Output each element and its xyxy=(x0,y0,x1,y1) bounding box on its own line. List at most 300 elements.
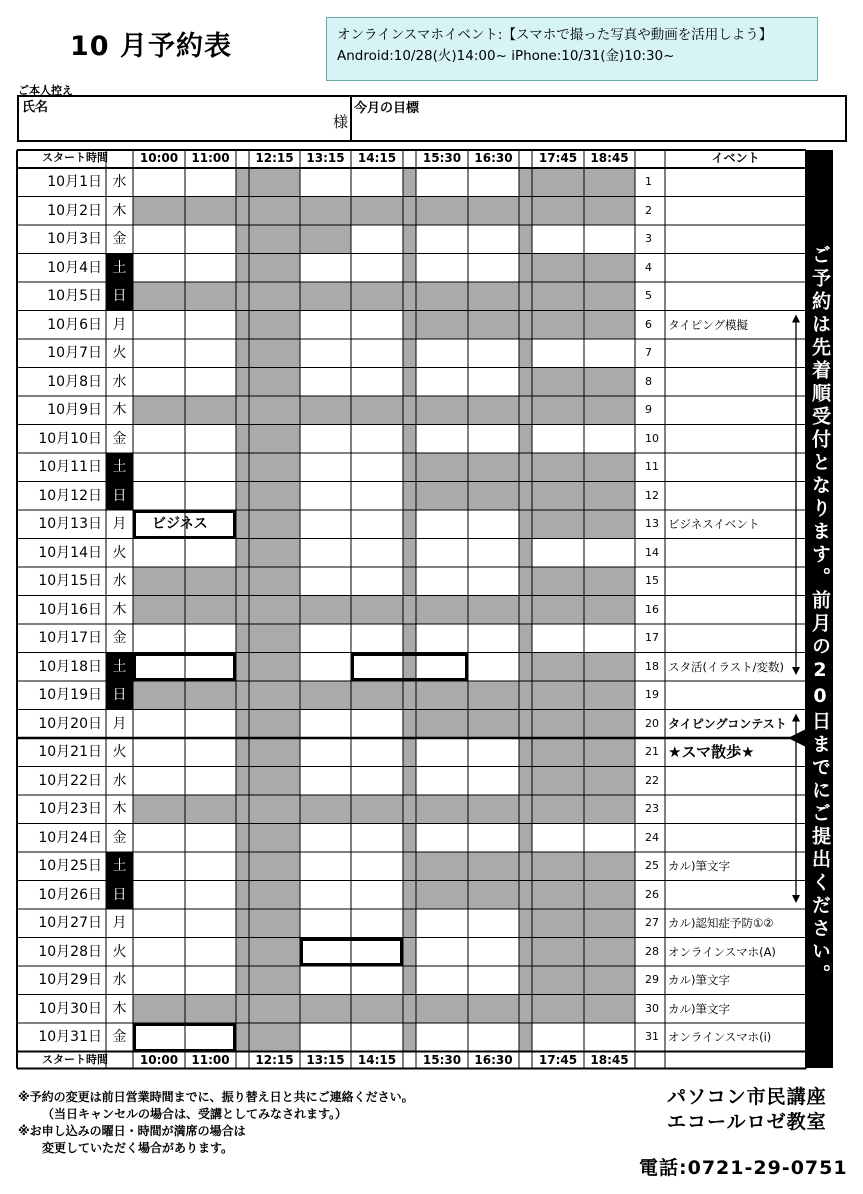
row-date: 10月31日 xyxy=(38,1029,102,1045)
booked-slot xyxy=(403,396,416,425)
booked-slot xyxy=(300,596,351,625)
booked-slot xyxy=(236,197,249,226)
booked-slot xyxy=(185,396,236,425)
row-event: オンラインスマホ(i) xyxy=(668,1030,772,1044)
org-name-line-1: パソコン市民講座 xyxy=(667,1086,827,1108)
booked-slot xyxy=(416,852,468,881)
row-event xyxy=(665,368,806,397)
row-weekday: 水 xyxy=(112,972,127,988)
booked-slot xyxy=(236,966,249,995)
booked-slot xyxy=(403,311,416,340)
booked-slot xyxy=(519,938,532,967)
row-event xyxy=(665,881,806,910)
booked-slot xyxy=(236,881,249,910)
footer-start-time: スタート時間 xyxy=(42,1052,108,1066)
row-weekday: 水 xyxy=(112,174,127,190)
booked-slot xyxy=(249,510,300,539)
row-event xyxy=(665,339,806,368)
booked-slot xyxy=(532,767,584,796)
row-number: 1 xyxy=(645,175,652,188)
row-weekday: 日 xyxy=(106,881,133,910)
booked-slot xyxy=(300,197,351,226)
booked-slot xyxy=(403,197,416,226)
row-event: タイピングコンテスト xyxy=(668,716,787,731)
booked-slot xyxy=(584,681,635,710)
row-weekday: 水 xyxy=(112,772,127,789)
booked-slot xyxy=(249,339,300,368)
booked-slot xyxy=(403,282,416,311)
booked-slot xyxy=(236,795,249,824)
booked-slot xyxy=(249,396,300,425)
booked-slot xyxy=(403,909,416,938)
booked-slot xyxy=(236,453,249,482)
header-time: 10:00 xyxy=(139,151,179,165)
row-number: 6 xyxy=(645,317,652,331)
row-weekday: 水 xyxy=(112,573,127,589)
booked-slot xyxy=(236,1023,249,1052)
booked-slot xyxy=(532,453,584,482)
booked-slot xyxy=(416,311,468,340)
row-weekday: 火 xyxy=(112,544,127,561)
footer-time: 14:15 xyxy=(357,1052,397,1067)
booked-slot xyxy=(584,653,635,682)
booked-slot xyxy=(249,966,300,995)
booked-slot xyxy=(532,168,584,197)
row-event xyxy=(665,824,806,853)
row-date: 10月11日 xyxy=(38,459,102,475)
booked-slot xyxy=(519,824,532,853)
row-date: 10月1日 xyxy=(47,174,102,190)
header-time: 17:45 xyxy=(538,151,578,165)
booked-slot xyxy=(236,824,249,853)
booked-slot xyxy=(236,596,249,625)
booked-slot xyxy=(403,681,416,710)
booked-slot xyxy=(584,368,635,397)
row-date: 10月9日 xyxy=(47,402,102,418)
booked-slot xyxy=(249,653,300,682)
booked-slot xyxy=(351,681,403,710)
booked-slot xyxy=(249,596,300,625)
booked-slot xyxy=(403,368,416,397)
booked-slot xyxy=(468,795,519,824)
booked-slot xyxy=(236,767,249,796)
note-line-1: ※予約の変更は前日営業時間までに、振り替え日と共にご連絡ください。 xyxy=(18,1090,414,1104)
booked-slot xyxy=(185,681,236,710)
row-number: 31 xyxy=(645,1030,659,1043)
booked-slot xyxy=(519,197,532,226)
booked-slot xyxy=(236,738,249,767)
booked-slot xyxy=(468,710,519,739)
booked-slot xyxy=(416,197,468,226)
booked-slot xyxy=(532,881,584,910)
row-number: 18 xyxy=(645,659,659,673)
booked-slot xyxy=(532,311,584,340)
page-title: 10 月予約表 xyxy=(70,31,232,62)
booked-slot xyxy=(351,995,403,1024)
booked-slot xyxy=(468,881,519,910)
row-event xyxy=(665,453,806,482)
booked-slot xyxy=(133,567,185,596)
booked-slot xyxy=(416,795,468,824)
booked-slot xyxy=(249,909,300,938)
row-number: 17 xyxy=(645,631,659,644)
footer-time: 10:00 xyxy=(139,1052,179,1067)
phone-number: 電話:0721-29-0751 xyxy=(639,1157,848,1179)
booked-slot xyxy=(236,282,249,311)
booked-slot xyxy=(249,681,300,710)
sama-label: 様 xyxy=(333,113,349,131)
side-notice-text: ご予約は先着順受付となります。前月の20日までにご提出ください。 xyxy=(809,245,831,987)
booked-slot xyxy=(249,824,300,853)
booked-slot xyxy=(584,254,635,283)
booked-slot xyxy=(532,596,584,625)
row-event xyxy=(665,482,806,511)
booked-slot xyxy=(584,738,635,767)
row-weekday: 土 xyxy=(106,254,133,283)
booked-slot xyxy=(532,852,584,881)
booked-slot xyxy=(403,225,416,254)
row-event: スタ活(イラスト/変数) xyxy=(668,659,785,674)
booked-slot xyxy=(584,995,635,1024)
booked-slot xyxy=(403,938,416,967)
booked-slot xyxy=(532,197,584,226)
booked-slot xyxy=(236,681,249,710)
booked-slot xyxy=(351,282,403,311)
booked-slot xyxy=(249,368,300,397)
row-event xyxy=(665,197,806,226)
row-date: 10月10日 xyxy=(38,430,102,447)
row-event xyxy=(665,254,806,283)
row-date: 10月12日 xyxy=(38,487,102,504)
booked-slot xyxy=(468,197,519,226)
booked-slot xyxy=(403,624,416,653)
booked-slot xyxy=(416,681,468,710)
booked-slot xyxy=(236,225,249,254)
booked-slot xyxy=(403,824,416,853)
row-number: 16 xyxy=(645,602,659,616)
booked-slot xyxy=(519,311,532,340)
booked-slot xyxy=(236,710,249,739)
booked-slot xyxy=(416,453,468,482)
footer-time: 12:15 xyxy=(255,1052,294,1067)
booked-slot xyxy=(532,738,584,767)
booked-slot xyxy=(403,995,416,1024)
booked-slot xyxy=(519,966,532,995)
booked-slot xyxy=(416,482,468,511)
row-weekday: 金 xyxy=(112,1029,127,1045)
booked-slot xyxy=(519,254,532,283)
booked-slot xyxy=(249,710,300,739)
booked-slot xyxy=(403,168,416,197)
row-event xyxy=(665,168,806,197)
row-event: ★スマ散歩★ xyxy=(668,743,755,761)
booked-slot xyxy=(300,282,351,311)
booked-slot xyxy=(403,453,416,482)
booked-slot xyxy=(403,795,416,824)
booked-slot xyxy=(519,596,532,625)
row-date: 10月21日 xyxy=(38,744,102,760)
booked-slot xyxy=(236,938,249,967)
booked-slot xyxy=(519,510,532,539)
row-weekday: 水 xyxy=(112,373,127,390)
footer-time: 17:45 xyxy=(538,1052,578,1067)
booked-slot xyxy=(236,539,249,568)
booked-slot xyxy=(249,311,300,340)
booked-slot xyxy=(249,453,300,482)
booked-slot xyxy=(236,254,249,283)
row-number: 9 xyxy=(645,403,652,416)
row-weekday: 火 xyxy=(112,345,127,361)
booked-slot xyxy=(532,995,584,1024)
booked-slot xyxy=(133,596,185,625)
row-weekday: 月 xyxy=(112,516,127,532)
row-number: 12 xyxy=(645,488,659,502)
row-event xyxy=(665,596,806,625)
booked-slot xyxy=(249,881,300,910)
booked-slot xyxy=(468,995,519,1024)
note-line-3: ※お申し込みの曜日・時間が満席の場合は xyxy=(18,1124,246,1138)
row-number: 28 xyxy=(645,944,659,958)
booked-slot xyxy=(403,710,416,739)
row-date: 10月4日 xyxy=(47,259,102,276)
booked-slot xyxy=(416,995,468,1024)
booked-slot xyxy=(403,767,416,796)
booked-slot xyxy=(403,1023,416,1052)
booked-slot xyxy=(519,282,532,311)
row-number: 20 xyxy=(645,716,659,730)
booked-slot xyxy=(236,482,249,511)
row-number: 22 xyxy=(645,773,659,787)
booked-slot xyxy=(249,767,300,796)
booked-slot xyxy=(236,396,249,425)
row-weekday: 木 xyxy=(112,202,127,219)
booked-slot xyxy=(351,396,403,425)
booked-slot xyxy=(519,368,532,397)
header-time: 16:30 xyxy=(474,151,513,165)
row-date: 10月25日 xyxy=(38,858,102,874)
booked-slot xyxy=(300,995,351,1024)
row-weekday: 金 xyxy=(112,829,127,846)
booked-slot xyxy=(185,795,236,824)
booked-slot xyxy=(468,282,519,311)
booked-slot xyxy=(236,567,249,596)
booked-slot xyxy=(249,738,300,767)
booked-slot xyxy=(584,510,635,539)
row-date: 10月24日 xyxy=(38,829,102,846)
row-number: 23 xyxy=(645,802,659,815)
row-weekday: 火 xyxy=(112,943,127,960)
booked-slot xyxy=(584,197,635,226)
booked-slot xyxy=(584,453,635,482)
booked-slot xyxy=(519,909,532,938)
row-number: 5 xyxy=(645,289,652,302)
booked-slot xyxy=(416,396,468,425)
booked-slot xyxy=(584,168,635,197)
row-number: 11 xyxy=(645,460,659,473)
booked-slot xyxy=(532,567,584,596)
booked-slot xyxy=(403,596,416,625)
booked-slot xyxy=(532,795,584,824)
row-event: カル)筆文字 xyxy=(668,859,730,873)
highlight-slot-box xyxy=(300,938,403,967)
footer-time: 16:30 xyxy=(474,1052,513,1067)
business-label: ビジネス xyxy=(152,516,208,532)
booked-slot xyxy=(584,966,635,995)
notice-line-2: Android:10/28(火)14:00~ iPhone:10/31(金)10:30~ xyxy=(337,48,675,64)
row-date: 10月5日 xyxy=(47,288,102,304)
booked-slot xyxy=(584,795,635,824)
booked-slot xyxy=(532,282,584,311)
booked-slot xyxy=(532,938,584,967)
booked-slot xyxy=(185,567,236,596)
header-time: 14:15 xyxy=(357,151,397,165)
row-event: カル)認知症予防①② xyxy=(668,916,774,930)
booked-slot xyxy=(236,909,249,938)
row-event: カル)筆文字 xyxy=(668,1001,730,1016)
booked-slot xyxy=(236,653,249,682)
row-date: 10月23日 xyxy=(38,801,102,817)
row-weekday: 木 xyxy=(112,601,127,618)
booked-slot xyxy=(403,539,416,568)
booked-slot xyxy=(532,482,584,511)
row-weekday: 月 xyxy=(112,915,127,931)
booked-slot xyxy=(249,425,300,454)
row-event xyxy=(665,567,806,596)
row-event xyxy=(665,425,806,454)
booked-slot xyxy=(519,396,532,425)
booked-slot xyxy=(403,852,416,881)
booked-slot xyxy=(133,795,185,824)
booked-slot xyxy=(403,482,416,511)
booked-slot xyxy=(185,197,236,226)
booked-slot xyxy=(236,311,249,340)
booked-slot xyxy=(519,168,532,197)
highlight-slot-box xyxy=(133,653,236,682)
row-date: 10月20日 xyxy=(38,715,102,732)
booked-slot xyxy=(519,1023,532,1052)
row-date: 10月16日 xyxy=(38,601,102,618)
booked-slot xyxy=(468,596,519,625)
row-number: 7 xyxy=(645,346,652,359)
booked-slot xyxy=(532,510,584,539)
booked-slot xyxy=(249,567,300,596)
booked-slot xyxy=(532,909,584,938)
booked-slot xyxy=(403,339,416,368)
booked-slot xyxy=(416,710,468,739)
booked-slot xyxy=(236,852,249,881)
row-number: 24 xyxy=(645,830,659,844)
row-date: 10月27日 xyxy=(38,915,102,931)
booked-slot xyxy=(519,681,532,710)
row-event: タイピング模擬 xyxy=(668,317,749,332)
header-time: 18:45 xyxy=(590,151,629,165)
row-number: 8 xyxy=(645,374,652,388)
header-time: 12:15 xyxy=(255,151,294,165)
booked-slot xyxy=(403,881,416,910)
booked-slot xyxy=(532,368,584,397)
row-weekday: 月 xyxy=(112,316,127,333)
row-weekday: 金 xyxy=(112,430,127,447)
booked-slot xyxy=(416,282,468,311)
note-line-4: 変更していただく場合があります。 xyxy=(42,1141,234,1155)
booked-slot xyxy=(133,995,185,1024)
row-weekday: 火 xyxy=(112,744,127,760)
booked-slot xyxy=(584,567,635,596)
booked-slot xyxy=(249,938,300,967)
row-weekday: 日 xyxy=(106,282,133,311)
booked-slot xyxy=(519,624,532,653)
booked-slot xyxy=(468,681,519,710)
booked-slot xyxy=(185,995,236,1024)
booked-slot xyxy=(584,482,635,511)
booked-slot xyxy=(133,197,185,226)
booked-slot xyxy=(249,1023,300,1052)
row-event xyxy=(665,225,806,254)
row-weekday: 土 xyxy=(106,453,133,482)
header-event: イベント xyxy=(711,151,760,165)
notice-line-1: オンラインスマホイベント:【スマホで撮った写真や動画を活用しよう】 xyxy=(337,27,773,43)
booked-slot xyxy=(351,197,403,226)
row-date: 10月13日 xyxy=(38,516,102,532)
row-weekday: 木 xyxy=(112,1000,127,1017)
booked-slot xyxy=(249,624,300,653)
booked-slot xyxy=(133,396,185,425)
booked-slot xyxy=(249,795,300,824)
booked-slot xyxy=(532,966,584,995)
row-weekday: 日 xyxy=(106,681,133,710)
booked-slot xyxy=(403,254,416,283)
row-number: 3 xyxy=(645,232,652,245)
org-name-line-2: エコールロゼ教室 xyxy=(667,1111,827,1133)
booked-slot xyxy=(584,282,635,311)
row-date: 10月22日 xyxy=(38,772,102,789)
row-event: カル)筆文字 xyxy=(668,973,730,987)
row-weekday: 月 xyxy=(112,715,127,732)
row-number: 25 xyxy=(645,859,659,872)
booked-slot xyxy=(185,596,236,625)
booked-slot xyxy=(532,396,584,425)
booked-slot xyxy=(519,995,532,1024)
row-number: 2 xyxy=(645,203,652,217)
business-slot-box xyxy=(133,510,236,539)
row-number: 4 xyxy=(645,260,652,274)
row-date: 10月7日 xyxy=(47,345,102,361)
booked-slot xyxy=(468,311,519,340)
row-date: 10月29日 xyxy=(38,972,102,988)
booked-slot xyxy=(351,795,403,824)
header-start-time: スタート時間 xyxy=(42,151,108,164)
booked-slot xyxy=(519,881,532,910)
booked-slot xyxy=(468,453,519,482)
booked-slot xyxy=(300,795,351,824)
row-number: 13 xyxy=(645,517,659,530)
row-number: 29 xyxy=(645,973,659,986)
row-date: 10月19日 xyxy=(38,687,102,703)
row-date: 10月30日 xyxy=(38,1000,102,1017)
header-time: 13:15 xyxy=(306,151,345,165)
row-weekday: 金 xyxy=(112,231,127,247)
footer-time: 13:15 xyxy=(306,1052,345,1067)
row-event xyxy=(665,795,806,824)
booked-slot xyxy=(519,653,532,682)
highlight-slot-box xyxy=(133,1023,236,1052)
booked-slot xyxy=(519,339,532,368)
row-date: 10月18日 xyxy=(38,658,102,675)
row-event xyxy=(665,282,806,311)
booked-slot xyxy=(584,909,635,938)
booked-slot xyxy=(236,510,249,539)
booked-slot xyxy=(584,311,635,340)
